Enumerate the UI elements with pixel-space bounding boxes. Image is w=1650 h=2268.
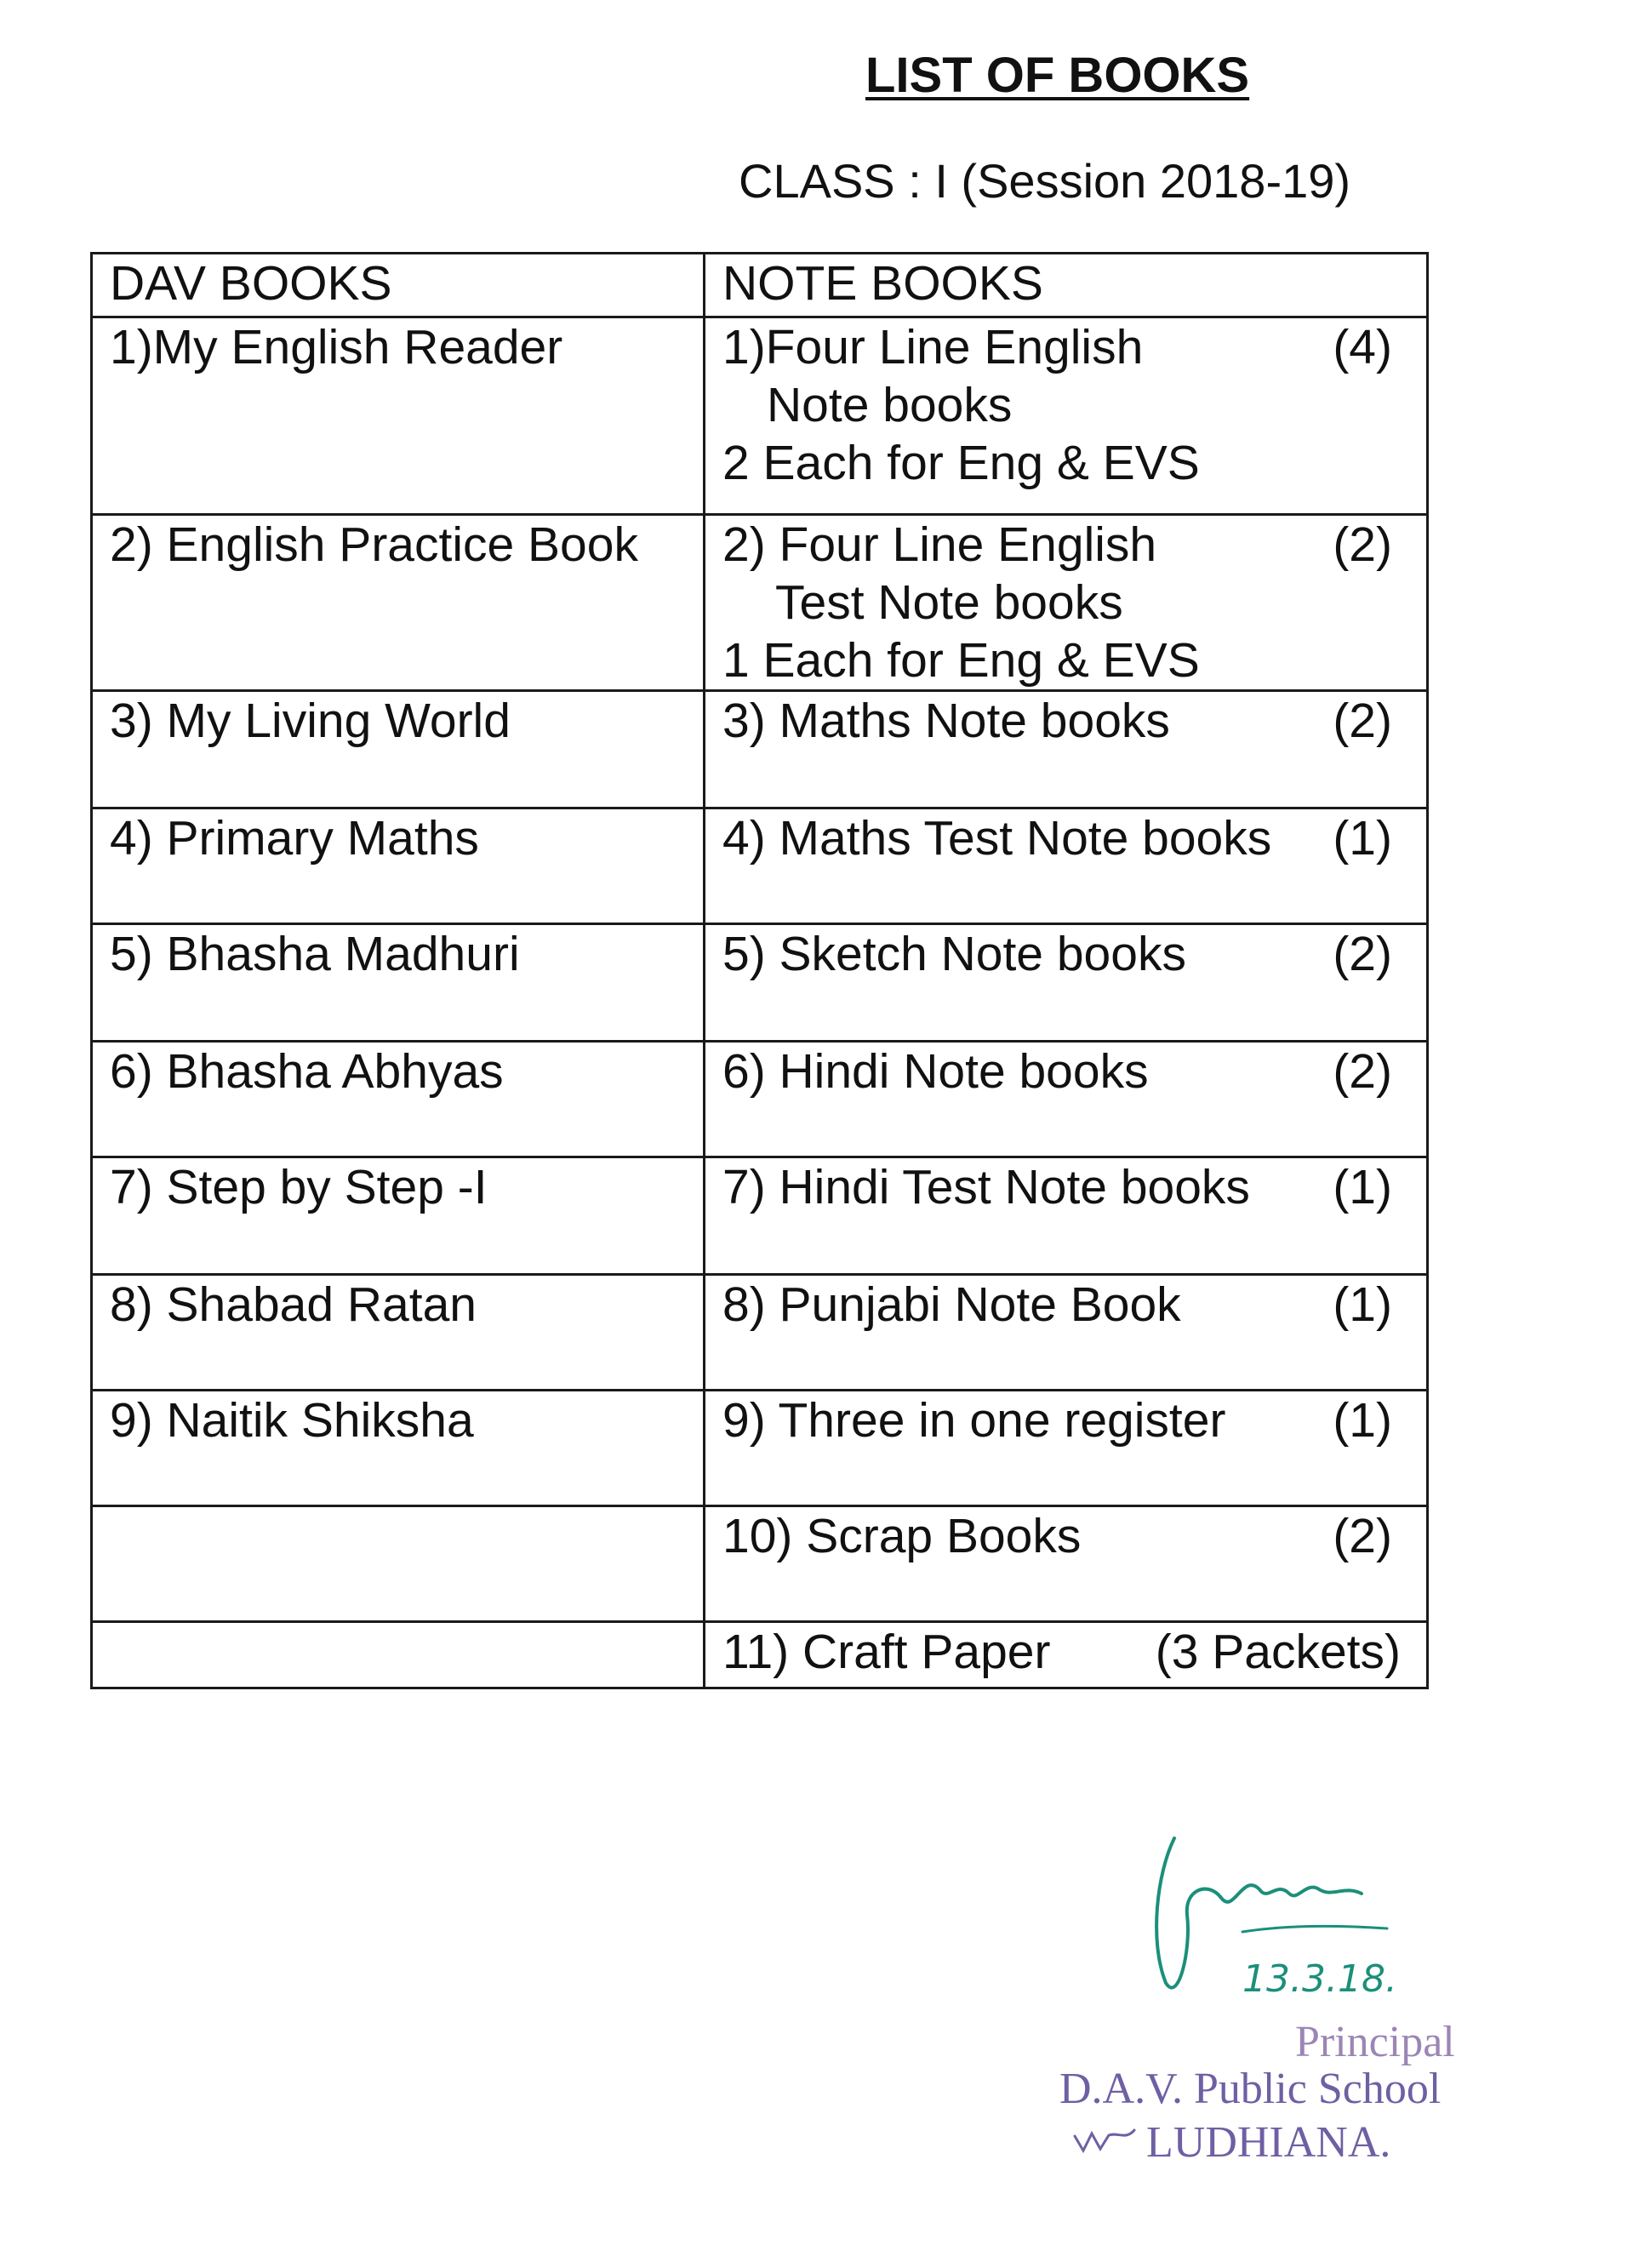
- note-books-header: NOTE BOOKS: [705, 254, 1428, 317]
- dav-books-header: DAV BOOKS: [92, 254, 705, 317]
- note-book-line: 7) Hindi Test Note books: [722, 1160, 1250, 1214]
- note-book-qty: (2): [1333, 694, 1392, 748]
- dav-book-cell: 5) Bhasha Madhuri: [92, 924, 705, 1042]
- stamp-school-name: D.A.V. Public School: [1059, 2065, 1442, 2113]
- note-book-cell: [705, 1275, 1428, 1391]
- dav-book-cell: 3) My Living World: [92, 691, 705, 808]
- dav-book-cell: 9) Naitik Shiksha: [92, 1391, 705, 1506]
- note-book-cell: [705, 515, 1428, 691]
- class-session-subtitle: CLASS : I (Session 2018-19): [739, 154, 1351, 208]
- note-book-cell: [705, 808, 1428, 924]
- note-book-qty: (1): [1333, 1277, 1392, 1332]
- table-row: [92, 1506, 1428, 1622]
- note-book-line: 11) Craft Paper: [722, 1625, 1051, 1679]
- note-book-cell: [705, 1042, 1428, 1157]
- table-row: [92, 808, 1428, 924]
- table-row: [92, 1157, 1428, 1275]
- note-book-line: 5) Sketch Note books: [722, 927, 1186, 981]
- dav-book-cell: [92, 1506, 705, 1622]
- dav-book-cell: 2) English Practice Book: [92, 515, 705, 691]
- dav-book-cell: 7) Step by Step -I: [92, 1157, 705, 1275]
- note-book-qty: (2): [1333, 1509, 1392, 1563]
- dav-book-cell: [92, 1622, 705, 1688]
- table-header-row: [92, 254, 1428, 317]
- page-title: LIST OF BOOKS: [865, 48, 1250, 103]
- note-book-line: 2) Four Line English: [722, 517, 1157, 572]
- note-book-line: 3) Maths Note books: [722, 694, 1170, 748]
- table-row: [92, 1391, 1428, 1506]
- book-list-table: [90, 252, 1429, 1689]
- note-book-qty: (1): [1333, 1160, 1392, 1214]
- note-book-cell: [705, 691, 1428, 808]
- dav-book-cell: 6) Bhasha Abhyas: [92, 1042, 705, 1157]
- note-book-line: 6) Hindi Note books: [722, 1044, 1149, 1099]
- note-book-qty: (1): [1333, 811, 1392, 865]
- note-book-line: Test Note books: [775, 575, 1123, 630]
- table-row: [92, 1275, 1428, 1391]
- note-book-line: 1)Four Line English: [722, 320, 1144, 374]
- note-book-line: 2 Each for Eng & EVS: [722, 436, 1200, 490]
- note-book-qty: (2): [1333, 517, 1392, 572]
- dav-book-cell: 8) Shabad Ratan: [92, 1275, 705, 1391]
- note-book-qty: (1): [1333, 1393, 1392, 1448]
- signature-underline: [1242, 1926, 1387, 1932]
- note-book-cell: [705, 924, 1428, 1042]
- table-row: [92, 691, 1428, 808]
- dav-book-cell: 4) Primary Maths: [92, 808, 705, 924]
- stamp-city-text: LUDHIANA.: [1146, 2118, 1391, 2167]
- note-book-qty: (3 Packets): [1155, 1625, 1401, 1679]
- note-book-line: 8) Punjabi Note Book: [722, 1277, 1181, 1332]
- note-book-line: Note books: [767, 378, 1013, 432]
- note-book-qty: (2): [1333, 1044, 1392, 1099]
- initials-stroke: [1075, 2130, 1134, 2151]
- stamp-initials-mark: [1071, 2123, 1139, 2157]
- note-book-line: 9) Three in one register: [722, 1393, 1226, 1448]
- table-row: [92, 515, 1428, 691]
- note-book-cell: [705, 1506, 1428, 1622]
- note-book-cell: [705, 317, 1428, 515]
- stamp-title: Principal: [1295, 2018, 1455, 2066]
- note-book-line: 10) Scrap Books: [722, 1509, 1082, 1563]
- table-row: [92, 1042, 1428, 1157]
- table-row: [92, 924, 1428, 1042]
- note-book-line: 4) Maths Test Note books: [722, 811, 1272, 865]
- dav-book-cell: 1)My English Reader: [92, 317, 705, 515]
- note-book-cell: [705, 1391, 1428, 1506]
- table-row: [92, 317, 1428, 515]
- signature-date: 13.3.18.: [1242, 1957, 1397, 2001]
- table-row: [92, 1622, 1428, 1688]
- note-book-cell: [705, 1622, 1428, 1688]
- note-book-qty: (4): [1333, 320, 1392, 374]
- note-book-qty: (2): [1333, 927, 1392, 981]
- note-book-cell: [705, 1157, 1428, 1275]
- note-book-line: 1 Each for Eng & EVS: [722, 633, 1200, 688]
